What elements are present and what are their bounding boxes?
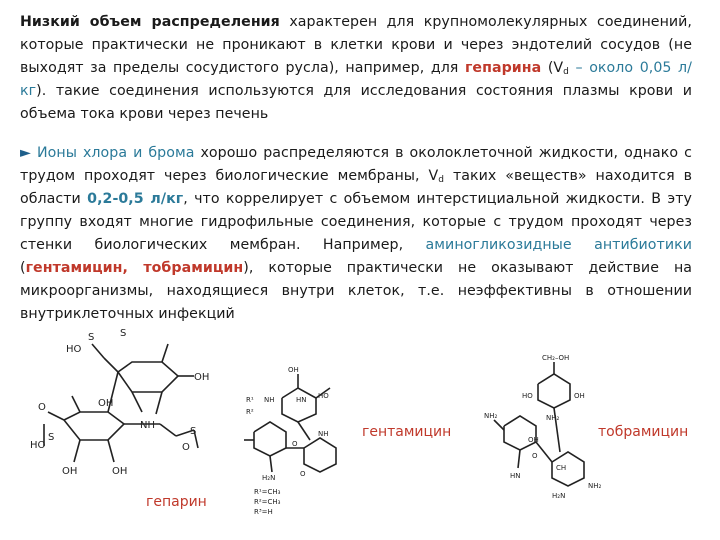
subscript-d: d	[438, 175, 445, 185]
caption-heparin: гепарин	[146, 494, 207, 510]
gentamicin-structure	[244, 374, 336, 472]
text-segment: ). такие соединения используются для исследования состояния плазмы крови и объема тока крови через печень	[20, 83, 692, 122]
heparin-label: O	[38, 402, 46, 413]
heparin-label: OH	[194, 372, 210, 383]
tobramycin-label: CH₂–OH	[542, 354, 570, 362]
heparin-label: OH	[62, 466, 78, 477]
term-gentamicin-tobramycin: гентамицин, тобрамицин	[25, 260, 244, 276]
heparin-label: S	[190, 426, 197, 437]
gentamicin-label: O	[292, 440, 298, 448]
gentamicin-label: OH	[288, 366, 299, 374]
tobramycin-label: H₂N	[552, 492, 566, 500]
tobramycin-label: CH	[556, 464, 567, 472]
tobramycin-structure	[494, 362, 584, 486]
tobramycin-label: NH₂	[484, 412, 498, 420]
heparin-label: NH	[140, 420, 155, 431]
text-segment: (	[20, 260, 26, 276]
text-segment: ), которые практически не оказывают действие на микроорганизмы, находящиеся внутри клеток, т.е. неэффективны в отношении внутриклеточных инфекций	[20, 260, 693, 322]
term-ions: Ионы хлора и брома	[30, 145, 195, 161]
term-heparin: гепарина	[464, 60, 542, 76]
gentamicin-label: R³=H	[254, 508, 273, 516]
tobramycin-label: NH₂	[546, 414, 560, 422]
heparin-structure	[44, 344, 198, 462]
tobramycin-label: HN	[510, 472, 521, 480]
text-segment: хорошо распределяются в околоклеточной жидкости, однако с трудом проходят через биологические мембраны, V	[20, 145, 692, 184]
caption-tobramycin: тобрамицин	[598, 424, 689, 440]
gentamicin-label: NH	[264, 396, 275, 404]
gentamicin-label: R¹	[246, 396, 254, 404]
gentamicin-label: NH	[318, 430, 329, 438]
caption-gentamicin: гентамицин	[362, 424, 452, 440]
gentamicin-label: HN	[296, 396, 307, 404]
tobramycin-label: NH₂	[588, 482, 602, 490]
tobramycin-label: HO	[522, 392, 533, 400]
heparin-label: HO	[66, 344, 82, 355]
heparin-atom-labels	[30, 328, 209, 477]
tobramycin-label: OH	[574, 392, 585, 400]
heparin-vd-value: – около 0,05 л/кг	[20, 60, 692, 99]
gentamicin-label: HO	[318, 392, 329, 400]
gentamicin-label: R²	[246, 408, 254, 416]
term-aminoglycosides: аминогликозидные антибиотики	[425, 237, 693, 253]
gentamicin-label: R²=CH₃	[254, 498, 281, 506]
gentamicin-label: R¹=CH₃	[254, 488, 281, 496]
heparin-label: O	[182, 442, 190, 453]
heparin-label: S	[120, 328, 127, 339]
subscript-d: d	[563, 67, 569, 77]
text-segment: (V	[541, 60, 564, 76]
text-segment: характерен для крупномолекулярных соединений, которые практически не проникают в клетки крови и через эндотелий сосудов (не выходят за пределы сосудистого русла), например, для	[20, 14, 692, 76]
heparin-label: S	[48, 432, 55, 443]
heparin-label: S	[88, 332, 95, 343]
heparin-label: OH	[112, 466, 128, 477]
gentamicin-label: O	[300, 470, 306, 478]
gentamicin-label: H₂N	[262, 474, 276, 482]
ions-vd-value: 0,2-0,5 л/кг	[87, 191, 184, 207]
term-low-volume: Низкий объем распределения	[20, 14, 280, 30]
heparin-label: HO	[30, 440, 46, 451]
heparin-label: OH	[98, 398, 114, 409]
bullet-arrow-icon: ►	[20, 145, 31, 161]
text-segment: , что коррелирует с объемом интерстициальной жидкости. В эту группу входят многие гидрофильные соединения, которые с трудом проходят через стенки биологических мембран. Например,	[20, 191, 692, 253]
text-segment: таких «веществ» находится в области	[20, 168, 692, 207]
tobramycin-label: O	[532, 452, 538, 460]
tobramycin-label: OH	[528, 436, 539, 444]
gentamicin-atom-labels	[246, 366, 329, 516]
